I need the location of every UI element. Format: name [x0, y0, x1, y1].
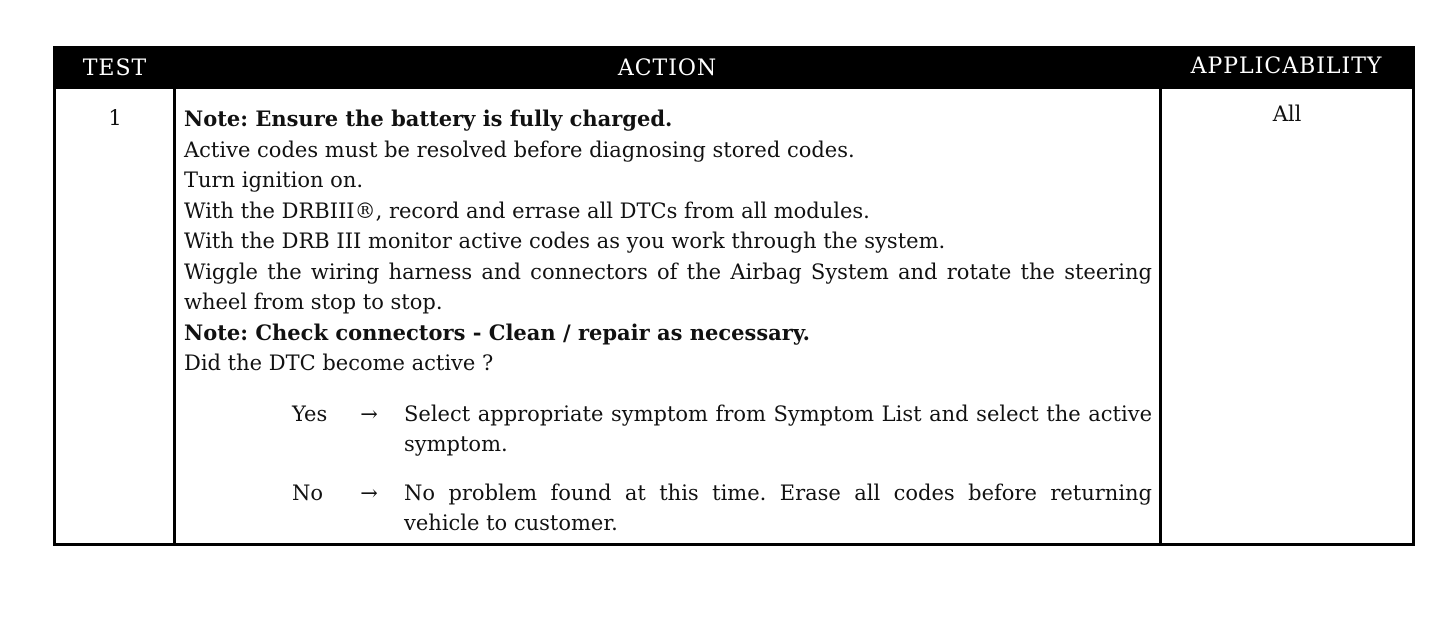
- test-number: 1: [108, 106, 122, 130]
- action-line: Wiggle the wiring harness and connectors of the Airbag System and rotate the steering wheel from stop to stop.: [184, 259, 1152, 314]
- action-cell: [184, 104, 1154, 538]
- applicability-value: All: [1272, 102, 1302, 126]
- header-applicability: APPLICABILITY: [1190, 54, 1383, 79]
- header-test: TEST: [82, 56, 148, 81]
- action-line: With the DRB III monitor active codes as you work through the system.: [184, 229, 946, 253]
- test-table: [53, 46, 1415, 546]
- response-text: Select appropriate symptom from Symptom List and select the active symptom.: [404, 401, 1152, 456]
- note-battery: Note: Ensure the battery is fully charged.: [184, 106, 673, 131]
- action-line: With the DRBIII®, record and errase all DTCs from all modules.: [184, 198, 870, 223]
- action-line: Turn ignition on.: [184, 168, 364, 192]
- action-line: Active codes must be resolved before diagnosing stored codes.: [184, 137, 855, 162]
- response-label: Yes: [292, 401, 328, 426]
- response-text: No problem found at this time. Erase all codes before returning vehicle to customer.: [404, 480, 1152, 535]
- header-action: ACTION: [617, 56, 718, 81]
- table-header: [56, 49, 1412, 89]
- arrow-right-icon: →: [360, 480, 378, 505]
- arrow-right-icon: →: [360, 401, 378, 426]
- response-yes: [184, 399, 1154, 459]
- column-divider: [1159, 89, 1162, 543]
- note-connectors: Note: Check connectors - Clean / repair as necessary.: [184, 319, 810, 345]
- action-question: Did the DTC become active ?: [184, 351, 494, 375]
- response-label: No: [292, 480, 324, 505]
- response-no: [184, 478, 1154, 538]
- column-divider: [173, 89, 176, 543]
